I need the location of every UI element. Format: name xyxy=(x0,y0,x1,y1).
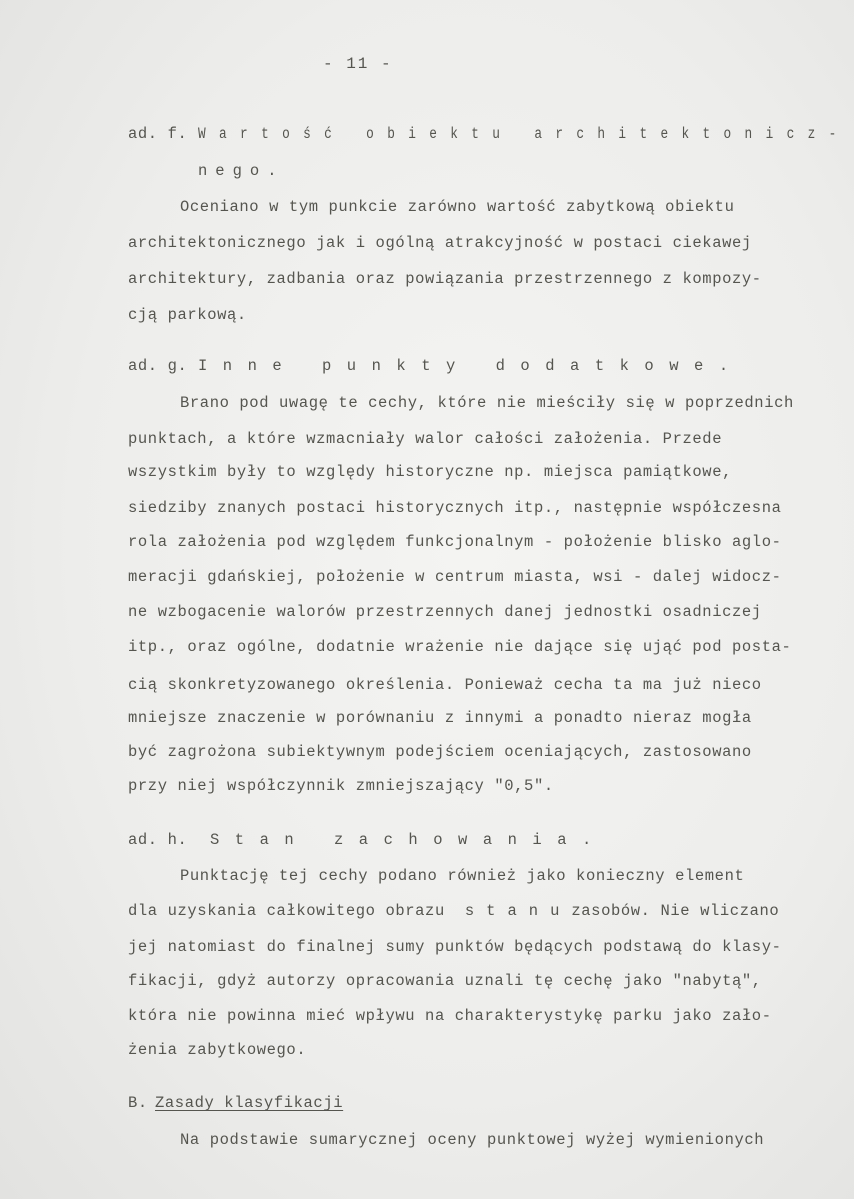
section-g-line: wszystkim były to względy historyczne np. miejsca pamiątkowe, xyxy=(128,463,732,481)
section-h-line-part: dla uzyskania całkowitego obrazu xyxy=(128,902,445,920)
section-b-heading: Zasady klasyfikacji xyxy=(155,1094,344,1112)
section-b-marker: B. xyxy=(128,1094,148,1112)
section-g-line: itp., oraz ogólne, dodatnie wrażenie nie dające się ująć pod posta- xyxy=(128,638,792,656)
section-h-line: fikacji, gdyż autorzy opracowania uznali tę cechę jako "nabytą", xyxy=(128,972,762,990)
section-f-line: architektury, zadbania oraz powiązania przestrzennego z kompozy- xyxy=(128,270,762,288)
section-g-line: siedziby znanych postaci historycznych itp., następnie współczesna xyxy=(128,499,782,517)
section-g-line: meracji gdańskiej, położenie w centrum miasta, wsi - dalej widocz- xyxy=(128,568,782,586)
section-f-heading: Wartość obiektu architektonicz- xyxy=(198,125,850,143)
section-h-line: Punktację tej cechy podano również jako konieczny element xyxy=(180,867,745,885)
section-h-line xyxy=(128,901,779,921)
section-h-line: która nie powinna mieć wpływu na charakterystykę parku jako zało- xyxy=(128,1007,772,1025)
section-f-heading-cont: nego. xyxy=(198,162,285,180)
section-g-line: Brano pod uwagę te cechy, które nie mieściły się w poprzednich xyxy=(180,394,794,412)
section-h-line: żenia zabytkowego. xyxy=(128,1041,307,1059)
section-f-line: Oceniano w tym punkcie zarówno wartość zabytkową obiektu xyxy=(180,198,735,216)
section-g-line: rola założenia pod względem funkcjonalnym - położenie blisko aglo- xyxy=(128,533,782,551)
section-h-line: jej natomiast do finalnej sumy punktów będących podstawą do klasy- xyxy=(128,938,782,956)
section-g-line: mniejsze znaczenie w porównaniu z innymi a ponadto nieraz mogła xyxy=(128,709,752,727)
section-f-marker: ad. f. xyxy=(128,125,188,143)
section-g-line: przy niej współczynnik zmniejszający "0,5". xyxy=(128,777,554,795)
section-g-line: ne wzbogacenie walorów przestrzennych danej jednostki osadniczej xyxy=(128,603,762,621)
section-h-line-part: zasobów. Nie wliczano xyxy=(571,902,780,920)
section-h-heading: Stan zachowania. xyxy=(210,831,607,849)
section-b-line: Na podstawie sumarycznej oceny punktowej wyżej wymienionych xyxy=(180,1131,765,1149)
section-g-marker: ad. g. xyxy=(128,357,188,375)
section-g-heading: Inne punkty dodatkowe. xyxy=(198,357,744,375)
section-h-marker: ad. h. xyxy=(128,831,188,849)
section-f-line: cją parkową. xyxy=(128,306,247,324)
section-g-line: cią skonkretyzowanego określenia. Ponieważ cecha ta ma już nieco xyxy=(128,676,762,694)
section-g-line: być zagrożona subiektywnym podejściem oceniających, zastosowano xyxy=(128,743,752,761)
section-f-line: architektonicznego jak i ogólną atrakcyjność w postaci ciekawej xyxy=(128,234,752,252)
emphasized-word: stanu xyxy=(464,902,572,920)
page-number: - 11 - xyxy=(323,55,393,73)
section-g-line: punktach, a które wzmacniały walor całości założenia. Przede xyxy=(128,430,723,448)
